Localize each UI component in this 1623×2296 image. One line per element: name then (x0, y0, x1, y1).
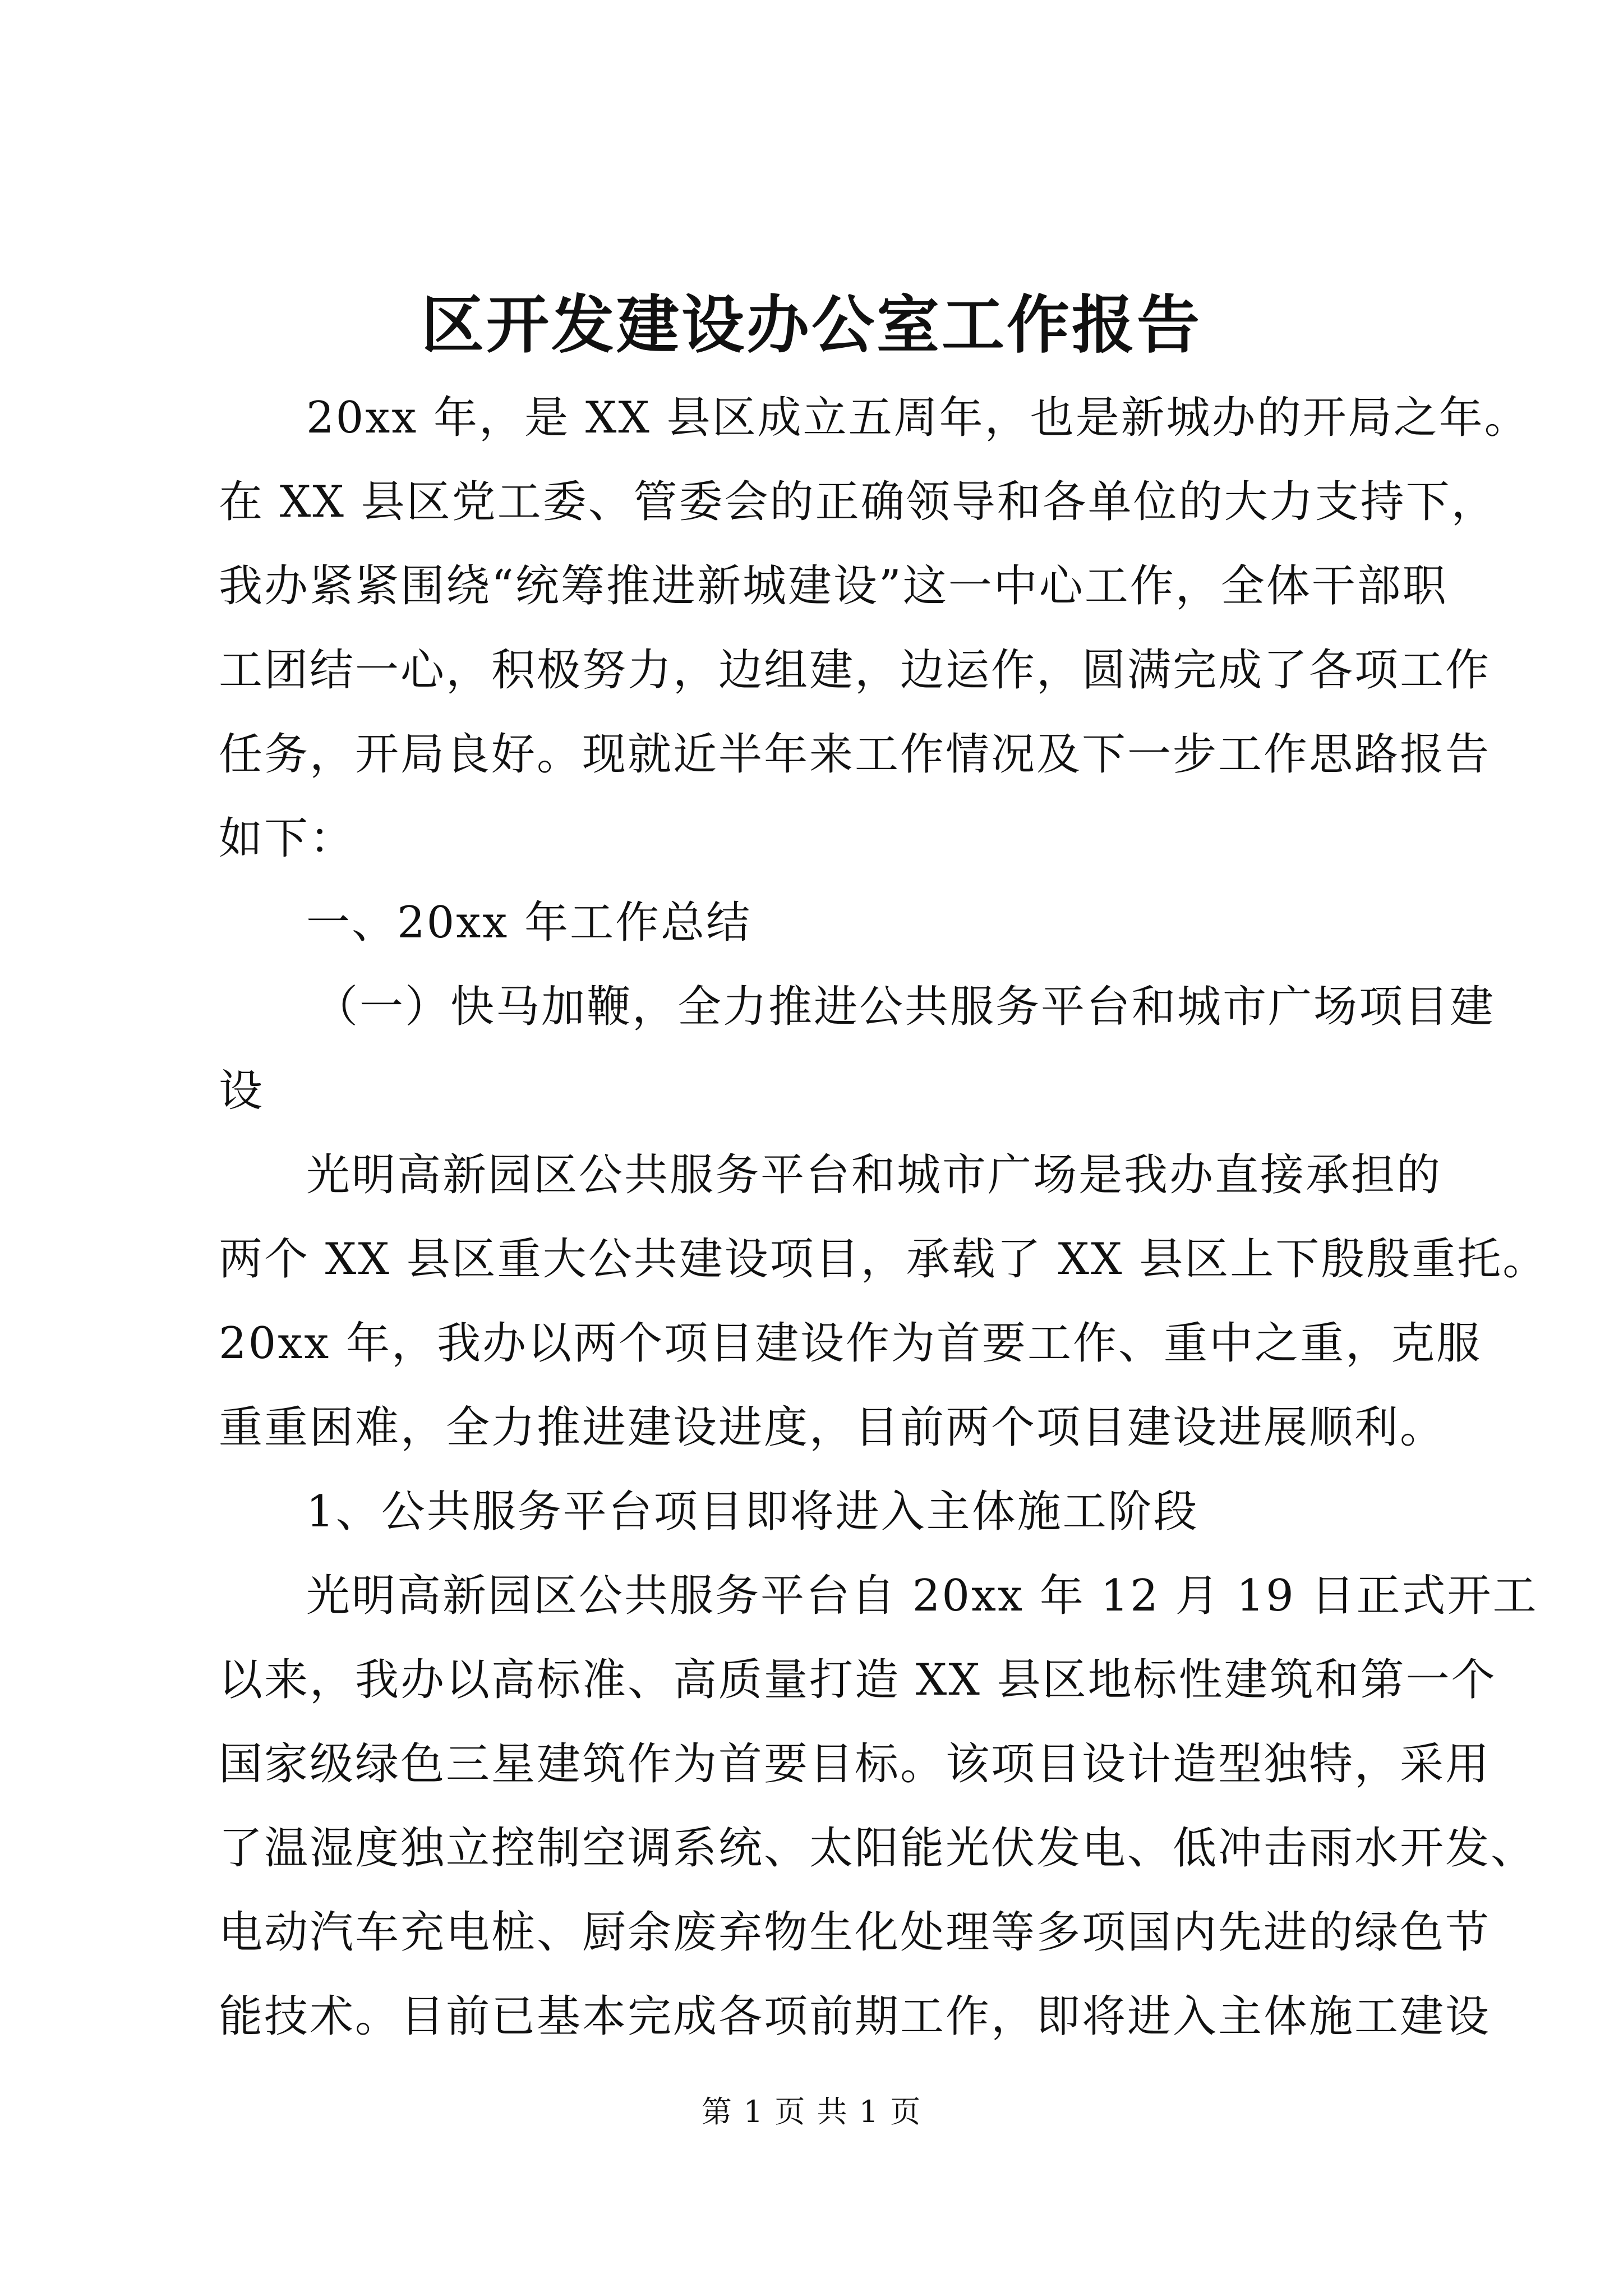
item-heading: 1、公共服务平台项目即将进入主体施工阶段 (306, 1487, 1199, 1537)
paragraph-line: 光明高新园区公共服务平台和城市广场是我办直接承担的 (306, 1150, 1442, 1200)
paragraph-line: 20xx 年，是 XX 县区成立五周年，也是新城办的开局之年。 (306, 393, 1530, 443)
paragraph-line: 了温湿度独立控制空调系统、太阳能光伏发电、低冲击雨水开发、 (219, 1823, 1537, 1874)
paragraph-line: 光明高新园区公共服务平台自 20xx 年 12 月 19 日正式开工 (306, 1571, 1538, 1621)
paragraph-line: 重重困难，全力推进建设进度，目前两个项目建设进展顺利。 (219, 1402, 1446, 1453)
section-heading: 一、20xx 年工作总结 (306, 898, 752, 948)
page-footer: 第 1 页 共 1 页 (701, 2094, 922, 2129)
document-body (219, 376, 1548, 2059)
paragraph-line: 如下： (219, 813, 356, 864)
paragraph-line: 20xx 年，我办以两个项目建设作为首要工作、重中之重，克服 (219, 1318, 1482, 1369)
paragraph-line: 能技术。目前已基本完成各项前期工作，即将进入主体施工建设 (219, 1991, 1491, 2042)
paragraph-line: 以来，我办以高标准、高质量打造 XX 县区地标性建筑和第一个 (219, 1655, 1497, 1705)
subsection-heading-continued: 设 (219, 1066, 265, 1116)
paragraph-line: 任务，开局良好。现就近半年来工作情况及下一步工作思路报告 (219, 729, 1491, 780)
document-title: 区开发建设办公室工作报告 (421, 288, 1202, 362)
paragraph-line: 在 XX 县区党工委、管委会的正确领导和各单位的大力支持下， (219, 477, 1497, 527)
subsection-heading: （一）快马加鞭，全力推进公共服务平台和城市广场项目建 (314, 982, 1496, 1032)
paragraph-line: 工团结一心，积极努力，边组建，边运作，圆满完成了各项工作 (219, 645, 1491, 696)
paragraph-line: 电动汽车充电桩、厨余废弃物生化处理等多项国内先进的绿色节 (219, 1907, 1491, 1958)
paragraph-line: 国家级绿色三星建筑作为首要目标。该项目设计造型独特，采用 (219, 1739, 1491, 1789)
paragraph-line: 我办紧紧围绕“统筹推进新城建设”这一中心工作，全体干部职 (219, 561, 1448, 611)
paragraph-line: 两个 XX 县区重大公共建设项目，承载了 XX 县区上下殷殷重托。 (219, 1234, 1548, 1285)
